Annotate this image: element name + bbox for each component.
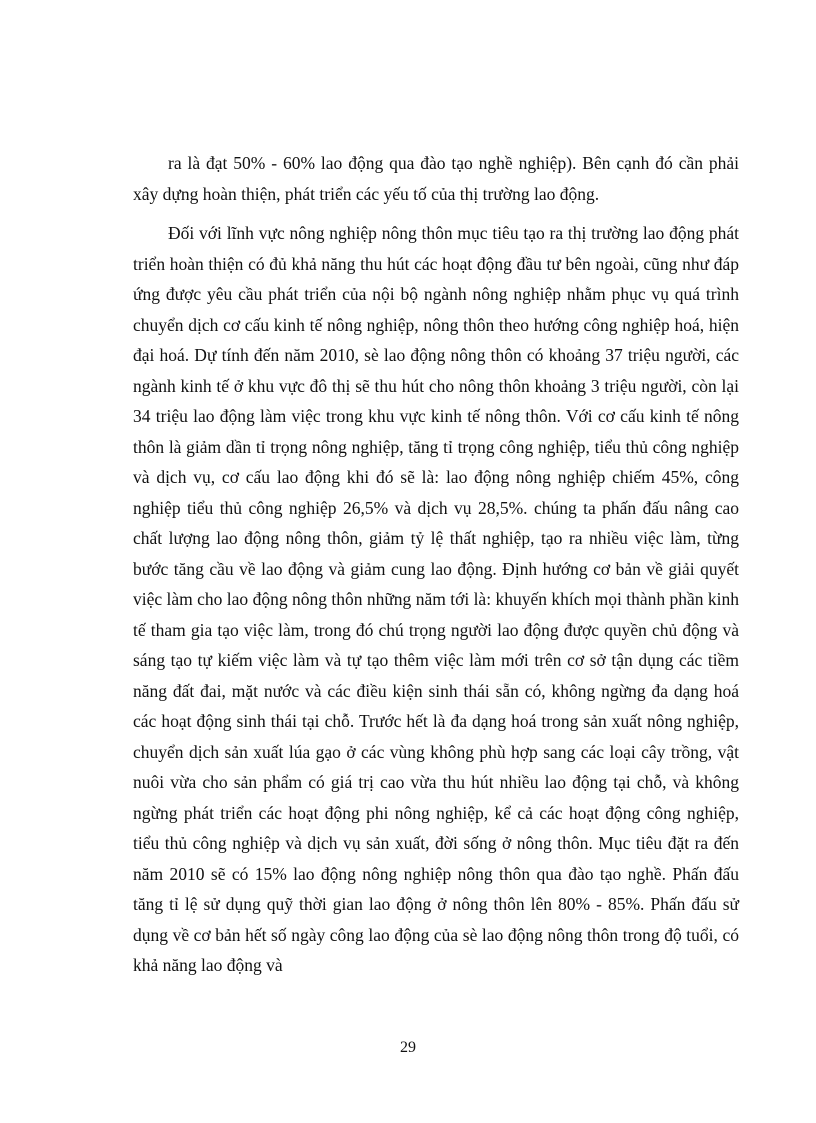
paragraph-continuation: ra là đạt 50% - 60% lao động qua đào tạo nghề nghiệp). Bên cạnh đó cần phải xây dựng hoàn thiện, phát triển các yếu tố của thị trường lao động.: [133, 153, 739, 204]
paragraph-rural-labor-market: Đối với lĩnh vực nông nghiệp nông thôn mục tiêu tạo ra thị trường lao động phát triển hoàn thiện có đủ khả năng thu hút các hoạt động đầu tư bên ngoài, cũng như đáp ứng được yêu cầu phát triển của nội bộ ngành nông nghiệp nhằm phục vụ quá trình chuyển dịch cơ cấu kinh tế nông nghiệp, nông thôn theo hướng công nghiệp hoá, hiện đại hoá. Dự tính đến năm 2010, sè lao động nông thôn có khoảng 37 triệu người, các ngành kinh tế ở khu vực đô thị sẽ thu hút cho nông thôn khoảng 3 triệu người, còn lại 34 triệu lao động làm việc trong khu vực kinh tế nông thôn. Với cơ cấu kinh tế nông thôn là giảm dần tỉ trọng nông nghiệp, tăng tỉ trọng công nghiệp, tiểu thủ công nghiệp và dịch vụ, cơ cấu lao động khi đó sẽ là: lao động nông nghiệp chiếm 45%, công nghiệp tiểu thủ công nghiệp 26,5% và dịch vụ 28,5%. chúng ta phấn đấu nâng cao chất lượng lao động nông thôn, giảm tỷ lệ thất nghiệp, tạo ra nhiều việc làm, từng bước tăng cầu về lao động và giảm cung lao động. Định hướng cơ bản về giải quyết việc làm cho lao động nông thôn những năm tới là: khuyến khích mọi thành phần kinh tế tham gia tạo việc làm, trong đó chú trọng người lao động được quyền chủ động và sáng tạo tự kiếm việc làm và tự tạo thêm việc làm mới trên cơ sở tận dụng các tiềm năng đất đai, mặt nước và các điều kiện sinh thái sẵn có, không ngừng đa dạng hoá các hoạt động sinh thái tại chỗ. Trước hết là đa dạng hoá trong sản xuất nông nghiệp, chuyển dịch sản xuất lúa gạo ở các vùng không phù hợp sang các loại cây trồng, vật nuôi vừa cho sản phẩm có giá trị cao vừa thu hút nhiều lao động tại chỗ, và không ngừng phát triển các hoạt động phi nông nghiệp, kể cả các hoạt động công nghiệp, tiểu thủ công nghiệp và dịch vụ sản xuất, đời sống ở nông thôn. Mục tiêu đặt ra đến năm 2010 sẽ có 15% lao động nông nghiệp nông thôn qua đào tạo nghề. Phấn đấu tăng tỉ lệ sử dụng quỹ thời gian lao động ở nông thôn lên 80% - 85%. Phấn đấu sử dụng về cơ bản hết số ngày công lao động của sè lao động nông thôn trong độ tuổi, có khả năng lao động và: [133, 223, 739, 975]
page-number: 29: [400, 1039, 416, 1056]
body-text: [133, 148, 739, 981]
